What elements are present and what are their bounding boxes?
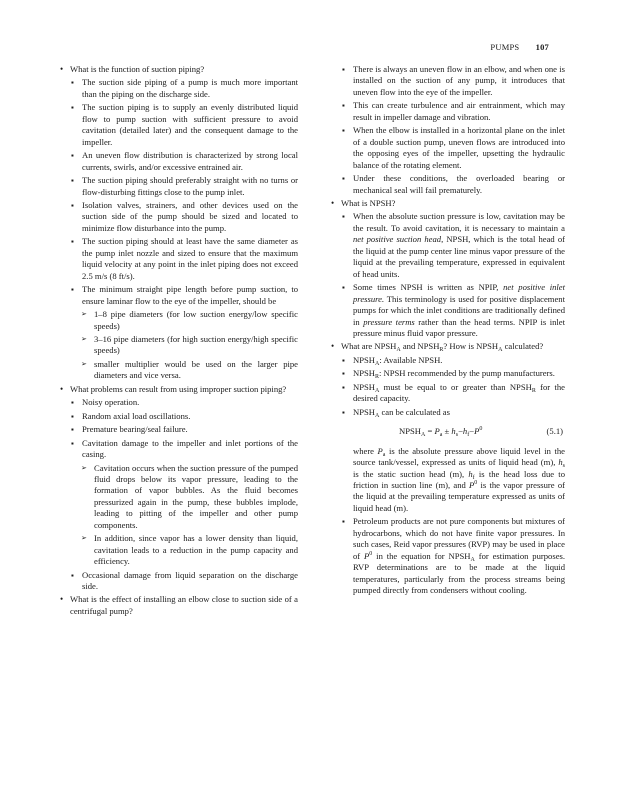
list-item: ▪ The minimum straight pipe length before pump suction, to ensure laminar flow to the eye of the impeller, should be (60, 284, 298, 307)
equation-number: (5.1) (546, 426, 563, 437)
list-item: ▪ The suction piping should at least have the same diameter as the pump inlet nozzle and sized to ensure that the maximum liquid velocity at any point in the inlet piping does not exceed 2.5 m/s (8 ft/s). (60, 236, 298, 282)
list-item: ▪ There is always an uneven flow in an elbow, and when one is installed on the suction of any pump, it introduces that uneven flow into the eye of the impeller. (331, 64, 565, 98)
sub-list-item: ➢ 1–8 pipe diameters (for low suction energy/low specific speeds) (60, 309, 298, 332)
list-item: ▪ The suction piping should preferably straight with no turns or flow-disturbing fittings close to the pump inlet. (60, 175, 298, 198)
list-item: ▪ Occasional damage from liquid separation on the discharge side. (60, 570, 298, 593)
list-item: ▪ Isolation valves, strainers, and other devices used on the suction side of the pump should be sized and located to minimize flow disturbance into the pump. (60, 200, 298, 234)
question-npsha-npshr: • What are $NPSH_A$ and $NPSH_R$? How is $NPSH_A$ calculated? (331, 341, 565, 352)
list-item: ▪ Premature bearing/seal failure. (60, 424, 298, 435)
list-item: ▪ Cavitation damage to the impeller and inlet portions of the casing. (60, 438, 298, 461)
list-item: ▪ $NPSH_A$: Available NPSH. (331, 355, 565, 366)
page-number: 107 (535, 42, 549, 52)
question-suction-piping: • What is the function of suction piping? (60, 64, 298, 75)
list-item: ▪ When the absolute suction pressure is low, cavitation may be the result. To avoid cavitation, it is necessary to maintain a net positive suction head, NPSH, which is the total head of the liquid at the pump center line minus vapor pressure of the liquid at the prevailing temperature, expressed in equivalent of head units. (331, 211, 565, 280)
list-item: ▪ This can create turbulence and air entrainment, which may result in impeller damage and vibration. (331, 100, 565, 123)
sub-list-item: ➢ smaller multiplier would be used on the larger pipe diameters and vice versa. (60, 359, 298, 382)
list-item: ▪ The suction side piping of a pump is much more important than the piping on the discharge side. (60, 77, 298, 100)
list-item: ▪ $NPSH_R$: NPSH recommended by the pump manufacturers. (331, 368, 565, 379)
chapter-title: PUMPS (490, 42, 520, 52)
running-header (490, 42, 549, 52)
question-elbow-effect: • What is the effect of installing an elbow close to suction side of a centrifugal pump? (60, 594, 298, 617)
list-item: ▪ $NPSH_A$ must be equal to or greater than $NPSH_R$ for the desired capacity. (331, 382, 565, 405)
equation-5-1 (331, 426, 565, 437)
list-item: ▪ Petroleum products are not pure components but mixtures of hydrocarbons, which do not have finite vapor pressures. In such cases, Reid vapor pressures (RVP) may be used in place of $P^0$ in the equation for $NPSH_A$ for estimation purposes. RVP determinations are to be made at the liquid temperatures, particularly from the process streams being pumped directly from condensers without cooling. (331, 516, 565, 596)
where-paragraph: where $P_a$ is the absolute pressure above liquid level in the source tank/vessel, expressed as units of liquid head (m), $h_s$ is the static suction head (m), $h_f$ is the head loss due to friction in suction line (m), and $P^0$ is the vapor pressure of the liquid at the prevailing temperature expressed as units of liquid head (m). (353, 445, 565, 513)
list-item: ▪ Some times NPSH is written as NPIP, net positive inlet pressure. This terminology is used for positive displacement pumps for which the inlet conditions are traditionally defined in pressure terms rather than the head terms. NPIP is inlet pressure minus fluid vapor pressure. (331, 282, 565, 339)
list-item: ▪ Under these conditions, the overloaded bearing or mechanical seal will fail prematurely. (331, 173, 565, 196)
question-improper-suction: • What problems can result from using improper suction piping? (60, 384, 298, 395)
list-item: ▪ When the elbow is installed in a horizontal plane on the inlet of a double suction pump, uneven flows are introduced into the opposing eyes of the impeller, upsetting the hydraulic balance of the rotating element. (331, 125, 565, 171)
left-column (60, 64, 298, 619)
list-item: ▪ $NPSH_A$ can be calculated as (331, 407, 565, 418)
sub-list-item: ➢ Cavitation occurs when the suction pressure of the pumped fluid drops below its vapor pressure, leading to the formation of vapor bubbles. As the fluid becomes pressurized again in the pump, these bubbles implode, leading to pitting of the impeller and other pump components. (60, 463, 298, 532)
equation-body: $NPSH_A = P_a \pm h_s-h_f-P^0$ (399, 426, 483, 439)
list-item: ▪ Random axial load oscillations. (60, 411, 298, 422)
question-what-is-npsh: • What is NPSH? (331, 198, 565, 209)
list-item: ▪ Noisy operation. (60, 397, 298, 408)
list-item: ▪ The suction piping is to supply an evenly distributed liquid flow to pump suction with sufficient pressure to avoid cavitation (detailed later) and the consequent damage to the impeller. (60, 102, 298, 148)
right-column (331, 64, 565, 598)
sub-list-item: ➢ In addition, since vapor has a lower density than liquid, cavitation leads to a reduction in the pump capacity and efficiency. (60, 533, 298, 567)
list-item: ▪ An uneven flow distribution is characterized by strong local currents, swirls, and/or excessive entrained air. (60, 150, 298, 173)
sub-list-item: ➢ 3–16 pipe diameters (for high suction energy/high specific speeds) (60, 334, 298, 357)
